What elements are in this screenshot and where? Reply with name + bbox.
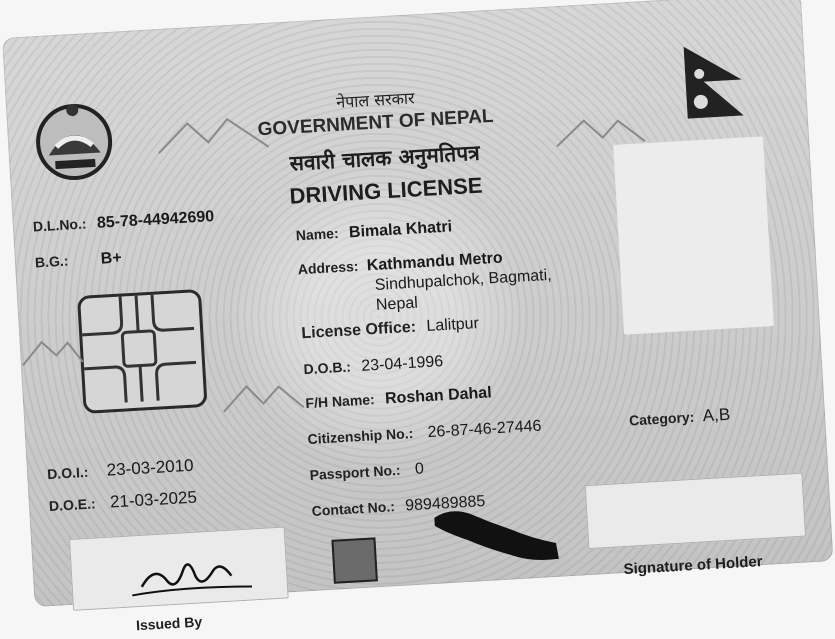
holder-signature-label: Signature of Holder — [623, 553, 764, 579]
mountain-pattern-icon — [21, 334, 83, 367]
nepal-flag-icon — [680, 41, 754, 121]
license-office-row — [301, 315, 479, 343]
hologram-square-icon — [331, 537, 377, 583]
blood-group-value: B+ — [100, 249, 123, 268]
name-label: Name: — [295, 224, 340, 244]
license-office-label: License Office: — [301, 318, 417, 343]
issue-date-value: 23-03-2010 — [106, 455, 195, 480]
passport-row — [309, 460, 424, 485]
contact-value: 989489885 — [404, 492, 486, 515]
license-card — [2, 0, 833, 634]
chip-icon — [77, 289, 208, 414]
government-title: GOVERNMENT OF NEPAL — [257, 105, 495, 141]
citizenship-label: Citizenship No.: — [307, 424, 414, 448]
issue-date-label: D.O.I.: — [46, 463, 89, 483]
father-husband-value: Roshan Dahal — [384, 384, 493, 408]
blood-group-label: B.G.: — [34, 252, 69, 271]
address-line-2: Sindhupalchok, Bagmati, — [374, 266, 553, 294]
mountain-pattern-icon — [222, 379, 304, 414]
nepali-government-text: नेपाल सरकार — [335, 88, 416, 112]
holder-signature-box — [585, 473, 806, 549]
dl-number-value: 85-78-44942690 — [96, 208, 215, 232]
address-label: Address: — [297, 257, 359, 278]
address-line-3: Nepal — [375, 294, 419, 314]
issued-by-label: Issued By — [135, 613, 203, 634]
passport-label: Passport No.: — [309, 461, 401, 484]
issue-date-row — [47, 456, 195, 484]
nepal-emblem-icon — [24, 93, 125, 188]
category-label: Category: — [628, 408, 695, 429]
expiry-date-value: 21-03-2025 — [109, 487, 198, 512]
license-office-value: Lalitpur — [425, 315, 480, 336]
category-row — [628, 405, 730, 431]
dob-row — [303, 353, 444, 379]
father-husband-row — [305, 384, 492, 413]
passport-value: 0 — [414, 460, 425, 478]
nepali-license-title: सवारी चालक अनुमतिपत्र — [289, 140, 481, 176]
issuer-signature-icon — [69, 527, 289, 611]
citizenship-value: 26-87-46-27446 — [427, 417, 542, 442]
page-title: DRIVING LICENSE — [288, 172, 484, 209]
dl-number-row — [32, 208, 214, 236]
father-husband-label: F/H Name: — [305, 391, 376, 412]
contact-label: Contact No.: — [311, 498, 396, 519]
expiry-date-row — [48, 488, 197, 516]
expiry-date-label: D.O.E.: — [48, 495, 97, 515]
name-row — [295, 218, 452, 245]
citizenship-row — [307, 418, 542, 449]
dl-number-label: D.L.No.: — [32, 215, 87, 235]
nepal-map-icon — [430, 497, 564, 574]
category-value: A,B — [702, 404, 731, 426]
holder-photo — [613, 136, 774, 334]
dob-label: D.O.B.: — [303, 358, 352, 378]
name-value: Bimala Khatri — [348, 218, 453, 242]
blood-group-row — [35, 249, 123, 272]
issuer-signature-box — [69, 527, 289, 611]
address-line-1: Kathmandu Metro — [366, 249, 504, 275]
dob-value: 23-04-1996 — [360, 353, 444, 375]
